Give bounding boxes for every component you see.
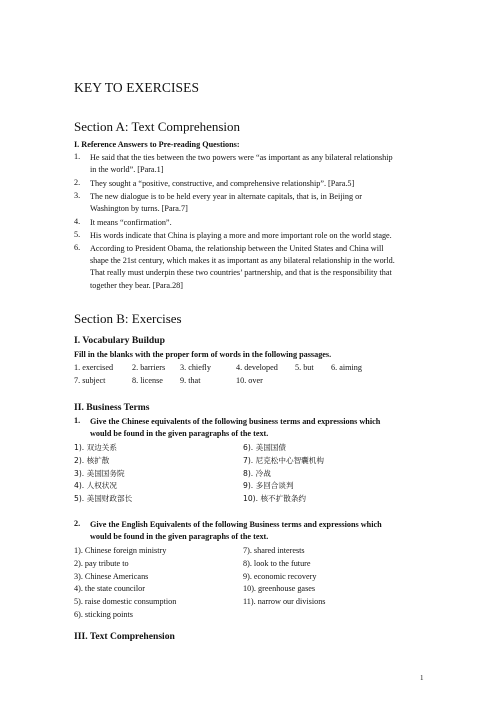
- term-item: 8). look to the future: [243, 558, 311, 568]
- question-line: Give the English Equivalents of the following Business terms and expressions which: [90, 520, 382, 529]
- page-number: 1: [420, 674, 424, 682]
- english-terms-right: [243, 545, 325, 609]
- pre-reading-subheading: I. Reference Answers to Pre-reading Questions:: [74, 140, 240, 149]
- term-item: 10). 核不扩散条约: [243, 494, 307, 504]
- term-item: 5). 美国财政部长: [74, 494, 133, 504]
- question-number: 1.: [74, 416, 81, 425]
- answer-line: in the world”. [Para.1]: [90, 165, 164, 175]
- answer-line: together they bear. [Para.28]: [90, 280, 183, 290]
- answer-3: [90, 191, 422, 215]
- answer-line: They sought a “positive, constructive, and comprehensive relationship”. [Para.5]: [90, 179, 355, 188]
- chinese-terms-right: [243, 442, 324, 506]
- term-item: 1). Chinese foreign ministry: [74, 546, 167, 555]
- term-item: 11). narrow our divisions: [243, 597, 326, 607]
- question-line: would be found in the given paragraphs of the text.: [90, 429, 269, 439]
- answer-5: [90, 230, 422, 242]
- answer-line: shape the 21st century, which makes it as important as any bilateral relationship in the world.: [90, 256, 395, 266]
- term-item: 3). 美国国务院: [74, 468, 125, 478]
- term-item: 1). 双边关系: [74, 443, 117, 452]
- item-number: 3.: [74, 191, 81, 200]
- vocab-answer: 2. barriers: [132, 363, 166, 372]
- page-title: KEY TO EXERCISES: [74, 80, 200, 95]
- answer-1: [90, 152, 422, 176]
- question-1: [90, 416, 422, 440]
- answer-line: That really must underpin these two countries’ partnership, and that is the responsibility that: [90, 268, 392, 278]
- english-terms-left: [74, 545, 176, 622]
- section-a-heading: Section A: Text Comprehension: [74, 119, 241, 134]
- vocabulary-heading: I. Vocabulary Buildup: [74, 335, 165, 346]
- term-item: 7). shared interests: [243, 546, 305, 555]
- vocab-answer: 4. developed: [236, 363, 278, 372]
- answer-line: He said that the ties between the two powers were “as important as any bilateral relationship: [90, 153, 393, 162]
- answer-4: [90, 217, 422, 229]
- term-item: 9). 多回合谈判: [243, 481, 294, 491]
- chinese-terms-left: [74, 442, 132, 506]
- answer-6: [90, 243, 422, 292]
- vocab-answer: 8. license: [132, 376, 163, 385]
- term-item: 2). 核扩散: [74, 455, 110, 465]
- question-2: [90, 519, 422, 543]
- answer-line: The new dialogue is to be held every year in alternate capitals, that is, in Beijing or: [90, 192, 362, 201]
- answer-2: [90, 178, 422, 190]
- answer-line: Washington by turns. [Para.7]: [90, 204, 188, 214]
- vocab-answer: 10. over: [236, 376, 263, 385]
- section-b-heading: Section B: Exercises: [74, 311, 182, 326]
- term-item: 5). raise domestic consumption: [74, 597, 177, 607]
- item-number: 6.: [74, 243, 81, 252]
- term-item: 4). 人权状况: [74, 481, 117, 491]
- question-line: would be found in the given paragraphs of the text.: [90, 532, 269, 542]
- vocab-answer: 6. aiming: [331, 363, 362, 372]
- item-number: 2.: [74, 178, 81, 187]
- term-item: 7). 尼克松中心智囊机构: [243, 455, 324, 465]
- business-terms-heading: II. Business Terms: [74, 402, 150, 413]
- question-line: Give the Chinese equivalents of the following business terms and expressions which: [90, 417, 381, 426]
- vocabulary-instruction: Fill in the blanks with the proper form of words in the following passages.: [74, 350, 332, 359]
- answer-line: It means “confirmation”.: [90, 218, 172, 227]
- term-item: 9). economic recovery: [243, 571, 317, 581]
- term-item: 8). 冷战: [243, 468, 271, 478]
- term-item: 6). sticking points: [74, 609, 133, 619]
- term-item: 3). Chinese Americans: [74, 571, 149, 581]
- term-item: 4). the state councilor: [74, 584, 145, 594]
- vocab-answer: 3. chiefly: [180, 363, 211, 372]
- vocab-answer: 9. that: [180, 376, 201, 385]
- term-item: 6). 美国国债: [243, 443, 286, 452]
- question-number: 2.: [74, 519, 81, 528]
- text-comprehension-heading: III. Text Comprehension: [74, 631, 175, 642]
- term-item: 2). pay tribute to: [74, 558, 129, 568]
- vocab-answer: 1. exercised: [74, 363, 114, 372]
- answer-line: According to President Obama, the relationship between the United States and China will: [90, 244, 384, 253]
- vocab-answer: 5. but: [295, 363, 314, 372]
- vocab-answer: 7. subject: [74, 376, 106, 385]
- item-number: 5.: [74, 230, 81, 239]
- item-number: 4.: [74, 217, 81, 226]
- answer-line: His words indicate that China is playing a more and more important role on the world stage.: [90, 231, 392, 240]
- item-number: 1.: [74, 152, 81, 161]
- term-item: 10). greenhouse gases: [243, 584, 316, 594]
